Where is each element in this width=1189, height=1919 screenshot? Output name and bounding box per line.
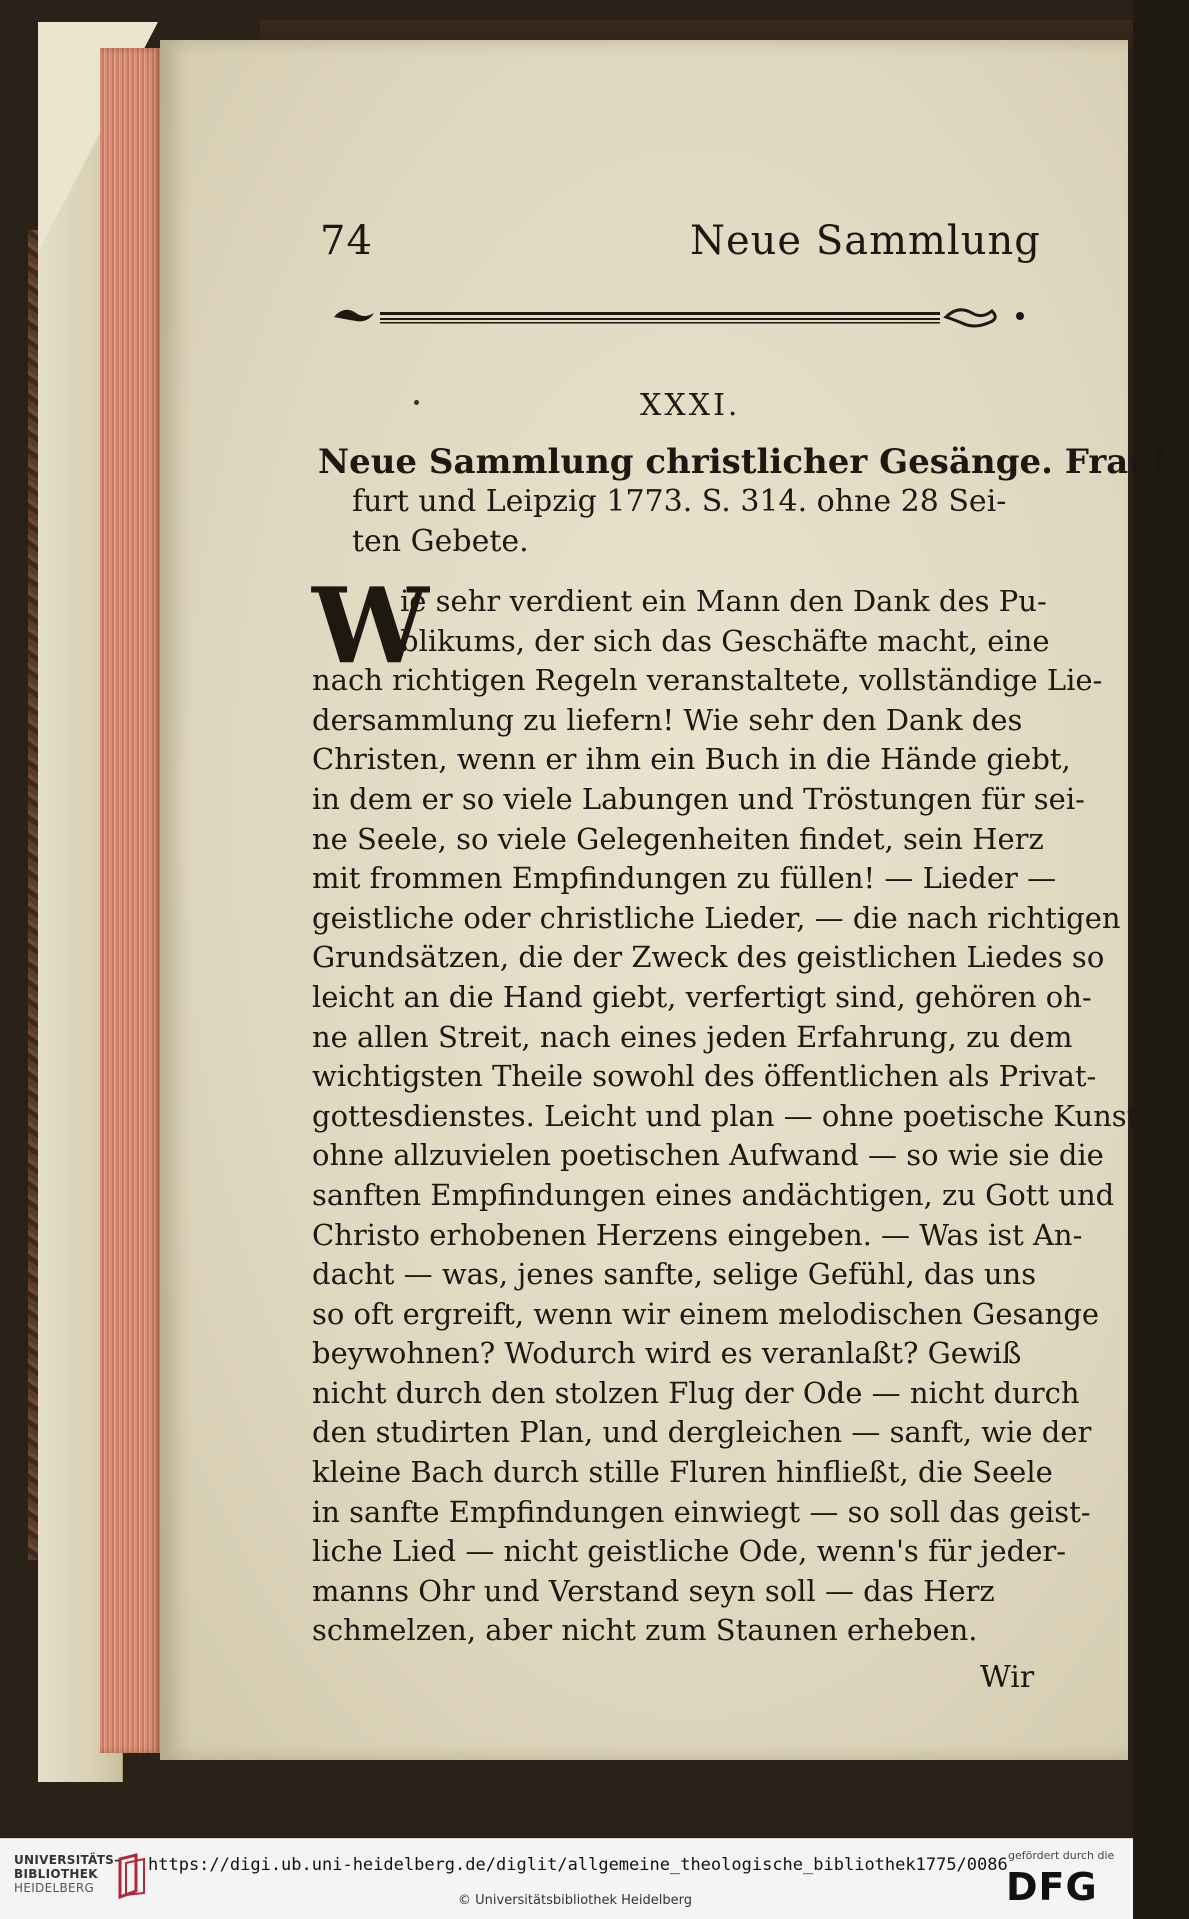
text-line: geistliche oder christliche Lieder, — die nach richtigen xyxy=(312,900,1121,935)
viewer-footer xyxy=(0,1838,1133,1919)
text-line: ne allen Streit, nach eines jeden Erfahrung, zu dem xyxy=(312,1019,1073,1054)
entry-title xyxy=(318,442,1189,562)
review-text xyxy=(312,564,1148,1651)
text-line: nach richtigen Regeln veranstaltete, vollständige Lie- xyxy=(312,663,1103,698)
dfg-logo: DFG xyxy=(1006,1865,1098,1909)
text-line: dacht — was, jenes sanfte, selige Gefühl, das uns xyxy=(312,1257,1037,1292)
section-numeral: XXXI. xyxy=(640,388,741,423)
text-line: manns Ohr und Verstand seyn soll — das Herz xyxy=(312,1573,995,1608)
entry-title-line: ten Gebete. xyxy=(352,524,529,559)
ink-speck xyxy=(414,400,419,405)
text-line: ne Seele, so viele Gelegenheiten findet, sein Herz xyxy=(312,821,1044,856)
catchword: Wir xyxy=(980,1660,1035,1695)
text-line: blikums, der sich das Geschäfte macht, eine xyxy=(400,623,1050,658)
text-line: Christen, wenn er ihm ein Buch in die Hände giebt, xyxy=(312,742,1071,777)
text-line: kleine Bach durch stille Fluren hinfließt, die Seele xyxy=(312,1455,1053,1490)
funder-label: gefördert durch die xyxy=(1008,1849,1115,1862)
copyright-notice: © Universitätsbibliothek Heidelberg xyxy=(458,1893,693,1908)
text-line: ohne allzuvielen poetischen Aufwand — so wie sie die xyxy=(312,1138,1104,1173)
book-page xyxy=(160,40,1189,1760)
running-head: Neue Sammlung xyxy=(690,218,1041,264)
text-line: nicht durch den stolzen Flug der Ode — nicht durch xyxy=(312,1375,1080,1410)
text-line: wichtigsten Theile sowohl des öffentlichen als Privat- xyxy=(312,1059,1097,1094)
library-name-line: HEIDELBERG xyxy=(14,1881,95,1895)
text-line: den studirten Plan, und dergleichen — sanft, wie der xyxy=(312,1415,1092,1450)
library-name xyxy=(14,1853,119,1895)
library-name-line: BIBLIOTHEK xyxy=(14,1867,98,1881)
text-line: dersammlung zu liefern! Wie sehr den Dank des xyxy=(312,702,1023,737)
ornament-rule-icon xyxy=(330,302,1050,332)
entry-title-line: furt und Leipzig 1773. S. 314. ohne 28 Sei- xyxy=(352,484,1007,519)
text-line: Christo erhobenen Herzens eingeben. — Was ist An- xyxy=(312,1217,1083,1252)
text-line: Grundsätzen, die der Zweck des geistlichen Liedes so xyxy=(312,940,1105,975)
text-line: liche Lied — nicht geistliche Ode, wenn's für jeder- xyxy=(312,1534,1067,1569)
library-name-line: UNIVERSITÄTS- xyxy=(14,1853,120,1867)
entry-title-line: Neue Sammlung christlicher Gesänge. Frank- xyxy=(318,442,1189,482)
text-line: in dem er so viele Labungen und Tröstungen für sei- xyxy=(312,781,1085,816)
text-line: schmelzen, aber nicht zum Staunen erheben. xyxy=(312,1613,978,1648)
page-number: 74 xyxy=(320,218,373,264)
text-line: sanften Empfindungen eines andächtigen, zu Gott und xyxy=(312,1177,1115,1212)
text-line: gottesdienstes. Leicht und plan — ohne poetische Kunst, xyxy=(312,1098,1148,1133)
drop-cap: W xyxy=(312,564,429,687)
text-line: leicht an die Hand giebt, verfertigt sind, gehören oh- xyxy=(312,979,1092,1014)
text-line: mit frommen Empfindungen zu füllen! — Lieder — xyxy=(312,861,1057,896)
permalink-url[interactable]: https://digi.ub.uni-heidelberg.de/diglit/allgemeine_theologische_bibliothek1775/0086 xyxy=(148,1855,1008,1875)
text-line: so oft ergreift, wenn wir einem melodischen Gesange xyxy=(312,1296,1100,1331)
page-edges-red xyxy=(100,48,162,1753)
text-line: beywohnen? Wodurch wird es veranlaßt? Gewiß xyxy=(312,1336,1022,1371)
text-line: ie sehr verdient ein Mann den Dank des Pu- xyxy=(400,584,1047,618)
text-line: in sanfte Empfindungen einwiegt — so soll das geist- xyxy=(312,1494,1091,1529)
